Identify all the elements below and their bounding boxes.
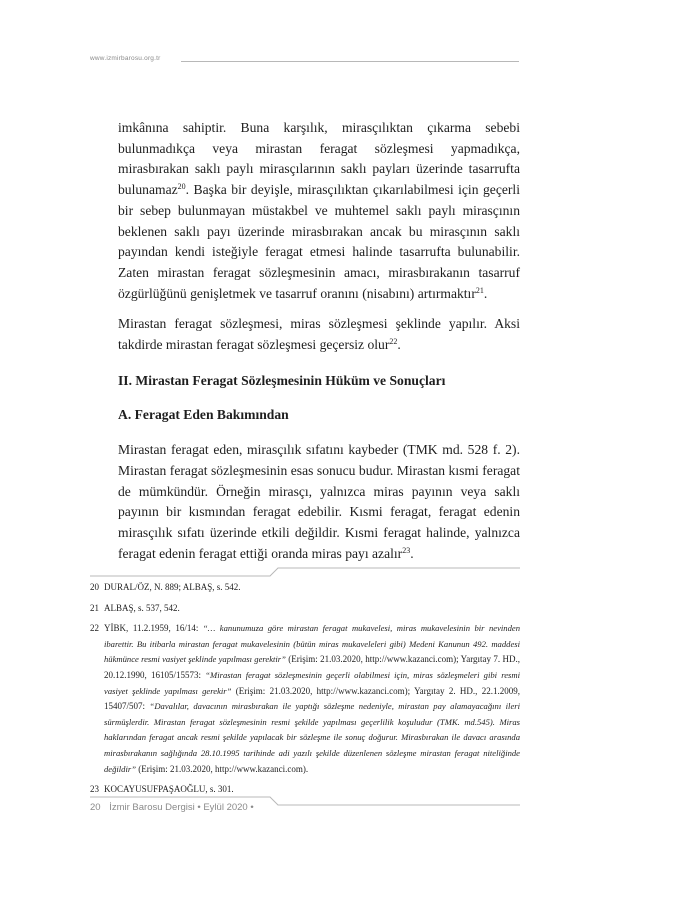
footnotes — [90, 580, 520, 803]
page-number: 20 — [90, 802, 101, 813]
footnote-number: 23 — [90, 784, 99, 795]
footnote-ref-22[interactable]: 22 — [389, 337, 398, 347]
footnote-text: DURAL/ÖZ, N. 889; ALBAŞ, s. 542. — [104, 582, 241, 592]
footnote-number: 20 — [90, 582, 99, 592]
footnote-text: ALBAŞ, s. 537, 542. — [104, 602, 180, 613]
paragraph-1-end: . — [483, 285, 488, 301]
quote: “Davalılar, davacının mirasbırakan ile yaptığı sözleşme nedeniyle, mirastan pay alamayacağını ileri sürmüşlerdir. Mirastan feragat sözleşmesinin resmi şekilde yapılması geçerlilik koşuludur (TMK. md.545). Miras haklarından feragat ancak resmi şekilde yapılacak bir sözleşme ile sonuç doğurur. Mirasbırakan ile davacı arasında mirasbırakanın sağlığında 28.10.1995 tarihinde adi yazılı şekilde düzenlenen sözleşme mirastan feragat niteliğinde değildir” — [104, 701, 520, 774]
footnote-ref-20[interactable]: 20 — [177, 182, 186, 192]
footnote-text — [104, 621, 520, 777]
footnote-21 — [90, 601, 520, 617]
paragraph-3-end: . — [410, 545, 414, 561]
journal-name: İzmir Barosu Dergisi • Eylül 2020 • — [109, 802, 254, 813]
quote: “Mirastan feragat sözleşmesinin geçerli olabilmesi için, miras sözleşmeleri gibi resmi vasiyet şeklinde yapılması gerekir” — [104, 669, 520, 696]
header-url: www.izmirbarosu.org.tr — [90, 55, 161, 62]
paragraph-2 — [118, 314, 520, 355]
footnote-divider — [90, 565, 520, 577]
quote: “… kanunumuza göre mirastan feragat mukavelesi, miras mukavelesinin bir nevinden ibarettir. Bu itibarla mirastan feragat mukavelesinin (bütün miras mukaveleleri gibi) Medeni Kanunun 492. maddesi hükmünce resmi vasiyet şeklinde yapılması gerektir” — [104, 623, 520, 665]
footnote-ref-21[interactable]: 21 — [475, 285, 484, 295]
footnote-20 — [90, 580, 520, 596]
body-text — [118, 118, 520, 564]
footnote-number: 22 — [90, 623, 99, 634]
paragraph-3 — [118, 440, 520, 564]
footer — [90, 802, 254, 813]
paragraph-1-text-cont: . Başka bir deyişle, mirasçılıktan çıkarılabilmesi için geçerli bir sebep bulunmayan müstakbel ve muhtemel saklı paylı mirasçının beklenen saklı payı üzerinde mirasbırakan ancak bu mirasçının saklı payından kendi isteğiyle feragat etmesi halinde tasarrufta bulunabilir. Zaten mirastan feragat sözleşmesinin amacı, mirasbırakanın tasarruf özgürlüğünü genişletmek ve tasarruf oranını (nisabını) artırmaktır — [118, 182, 520, 301]
citation: YİBK, 11.2.1959, 16/14: — [104, 623, 203, 634]
paragraph-2-text: Mirastan feragat sözleşmesi, miras sözleşmesi şeklinde yapılır. Aksi takdirde mirastan feragat sözleşmesi geçersiz olur — [118, 316, 520, 353]
citation: (Erişim: 21.03.2020, http://www.kazanci.com); Yargıtay 7. HD., 20.12.1990, 16105/15573: — [104, 654, 520, 680]
paragraph-3-text: Mirastan feragat eden, mirasçılık sıfatını kaybeder (TMK md. 528 f. 2). Mirastan feragat sözleşmesinin esas sonucu budur. Mirastan kısmi feragat de mümkündür. Örneğin mirasçı, yalnızca miras payının veya saklı payının bir kısmından feragat edebilir. Kısmi feragat, feragat edenin mirasçılık sıfatı üzerinde etkili değildir. Kısmi feragat halinde, yalnızca feragat edenin feragat ettiği oranda miras payı azalır — [118, 442, 520, 561]
footnote-number: 21 — [90, 602, 99, 613]
citation: (Erişim: 21.03.2020, http://www.kazanci.com). — [136, 763, 309, 774]
subsection-heading: A. Feragat Eden Bakımından — [118, 407, 289, 423]
citation: (Erişim: 21.03.2020, http://www.kazanci.com); Yargıtay 2. HD., 22.1.2009, 15407/507: — [104, 685, 520, 712]
paragraph-2-end: . — [397, 337, 401, 353]
header-divider — [181, 61, 519, 62]
footnote-text: KOCAYUSUFPAŞAOĞLU, s. 301. — [104, 784, 234, 795]
section-heading: II. Mirastan Feragat Sözleşmesinin Hüküm ve Sonuçları — [118, 372, 446, 388]
paragraph-1 — [118, 118, 520, 304]
paragraph-1-text: imkânına sahiptir. Buna karşılık, mirasçılıktan çıkarma sebebi bulunmadıkça veya mirastan feragat sözleşmesi yapmadıkça, mirasbırakan saklı paylı mirasçılarının saklı payları üzerinde tasarrufta bulunamaz — [118, 120, 520, 198]
footnote-ref-23[interactable]: 23 — [402, 545, 411, 555]
footnote-22 — [90, 621, 520, 777]
